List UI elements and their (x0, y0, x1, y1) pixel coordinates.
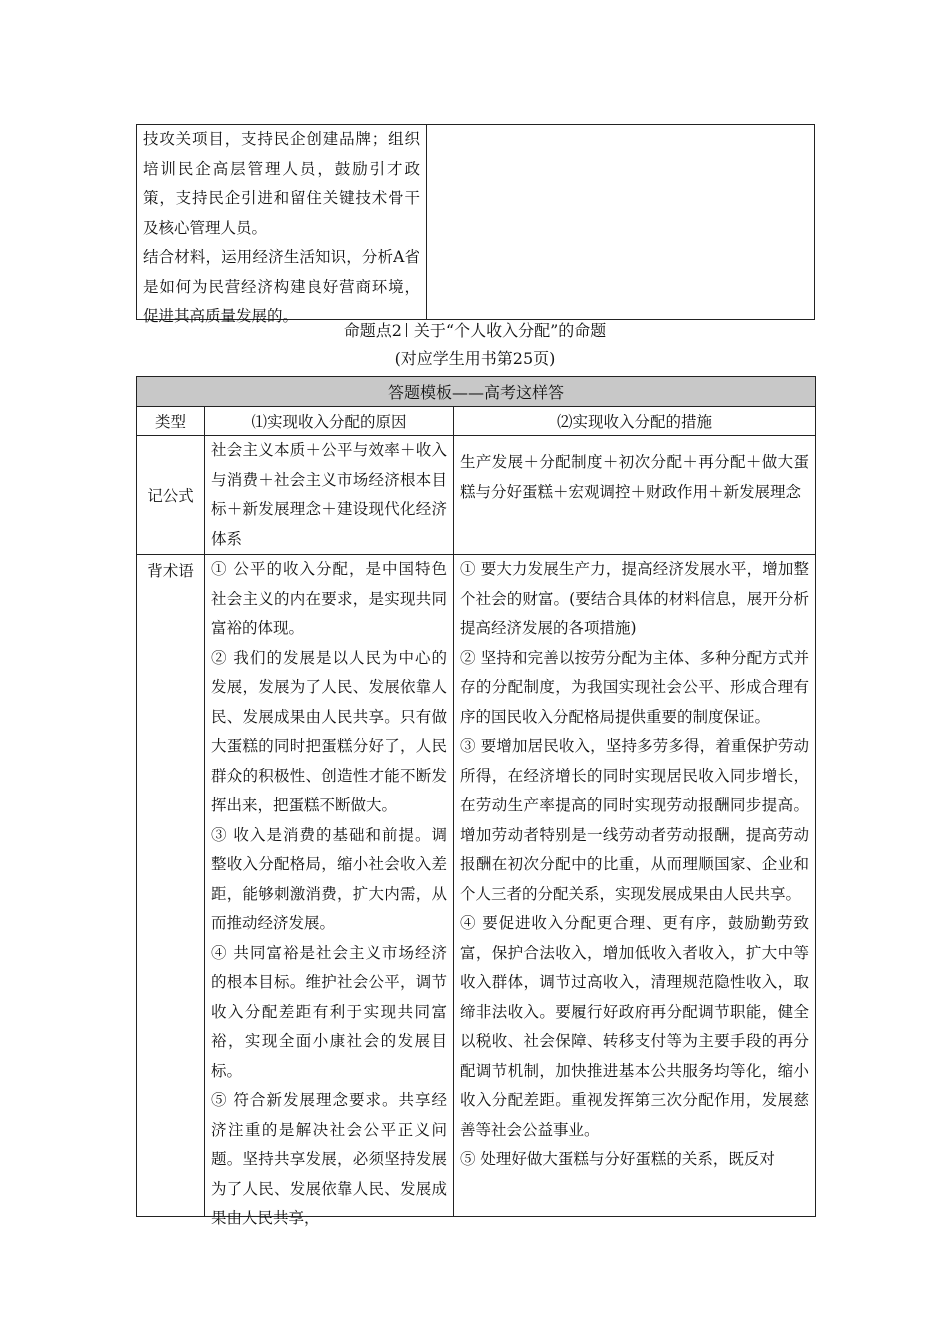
header-measures: ⑵实现收入分配的措施 (454, 407, 816, 436)
list-item: ① 公平的收入分配，是中国特色社会主义的内在要求，是实现共同富裕的体现。 (211, 560, 447, 637)
section-heading (0, 320, 950, 342)
answer-template-table (136, 376, 816, 1227)
table-header-row (137, 407, 816, 436)
table-title: 答题模板——高考这样答 (137, 377, 816, 407)
formula-reasons-text: 社会主义本质＋公平与效率＋收入与消费＋社会主义市场经济根本目标＋新发展理念＋建设现代化经济体系 (211, 441, 447, 548)
table-row-recite (137, 555, 816, 1217)
list-item: ⑤ 处理好做大蛋糕与分好蛋糕的关系，既反对 (460, 1150, 775, 1168)
list-item: ⑤ 符合新发展理念要求。共享经济注重的是解决社会公平正义问题。坚持共享发展，必须坚持发展为了人民、发展依靠人民、发展成果由人民共享， (211, 1091, 447, 1227)
table-row-formula (137, 436, 816, 555)
list-item: ② 坚持和完善以按劳分配为主体、多种分配方式并存的分配制度，为我国实现社会公平、形成合理有序的国民收入分配格局提供重要的制度保证。 (460, 648, 810, 726)
recite-measures-cell (454, 555, 816, 1217)
header-type: 类型 (137, 407, 205, 436)
row-label-formula: 记公式 (137, 436, 205, 555)
formula-measures-cell (454, 436, 816, 555)
question-material-cell (137, 125, 427, 325)
table-title-row (137, 377, 816, 407)
question-paragraph: 结合材料，运用经济生活知识，分析A省是如何为民营经济构建良好营商环境，促进其高质量发展的。 (143, 248, 420, 325)
section-subtitle: (对应学生用书第25页) (394, 349, 556, 368)
header-reasons: ⑴实现收入分配的原因 (205, 407, 454, 436)
list-item: ② 我们的发展是以人民为中心的发展，发展为了人民、发展依靠人民、发展成果由人民共享。只有做大蛋糕的同时把蛋糕分好了，人民群众的积极性、创造性才能不断发挥出来，把蛋糕不断做大。 (211, 648, 447, 814)
heading-divider (406, 323, 407, 337)
recite-reasons-cell (205, 555, 454, 1227)
answer-blank-cell (427, 125, 814, 319)
material-paragraph: 技攻关项目，支持民企创建品牌；组织培训民企高层管理人员，鼓励引才政策，支持民企引进和留住关键技术骨干及核心管理人员。 (143, 130, 420, 237)
list-item: ③ 收入是消费的基础和前提。调整收入分配格局，缩小社会收入差距，能够刺激消费，扩大内需，从而推动经济发展。 (211, 825, 447, 932)
continuation-table (136, 124, 815, 325)
list-item: ④ 共同富裕是社会主义市场经济的根本目标。维护社会公平，调节收入分配差距有利于实现共同富裕，实现全面小康社会的发展目标。 (211, 943, 447, 1080)
section-title: 关于“个人收入分配”的命题 (413, 321, 607, 340)
formula-reasons-cell (205, 436, 454, 555)
list-item: ④ 要促进收入分配更合理、更有序，鼓励勤劳致富，保护合法收入，增加低收入者收入，扩大中等收入群体，调节过高收入，清理规范隐性收入，取缔非法收入。要履行好政府再分配调节职能，健全以税收、社会保障、转移支付等为主要手段的再分配调节机制，加快推进基本公共服务均等化，缩小收入分配差距。重视发挥第三次分配作用，发展慈善等社会公益事业。 (460, 914, 810, 1139)
formula-measures-text: 生产发展＋分配制度＋初次分配＋再分配＋做大蛋糕与分好蛋糕＋宏观调控＋财政作用＋新发展理念 (460, 453, 810, 501)
recite-measures-list (454, 555, 815, 1175)
recite-reasons-list (205, 555, 453, 1234)
list-item: ① 要大力发展生产力，提高经济发展水平，增加整个社会的财富。(要结合具体的材料信息，展开分析提高经济发展的各项措施) (460, 560, 810, 637)
section-number: 命题点2 (343, 321, 402, 340)
list-item: ③ 要增加居民收入，坚持多劳多得，着重保护劳动所得，在经济增长的同时实现居民收入同步增长，在劳动生产率提高的同时实现劳动报酬同步提高。增加劳动者特别是一线劳动者劳动报酬，提高劳动报酬在初次分配中的比重，从而理顺国家、企业和个人三者的分配关系，实现发展成果由人民共享。 (460, 737, 810, 903)
row-label-recite: 背术语 (137, 555, 205, 1217)
